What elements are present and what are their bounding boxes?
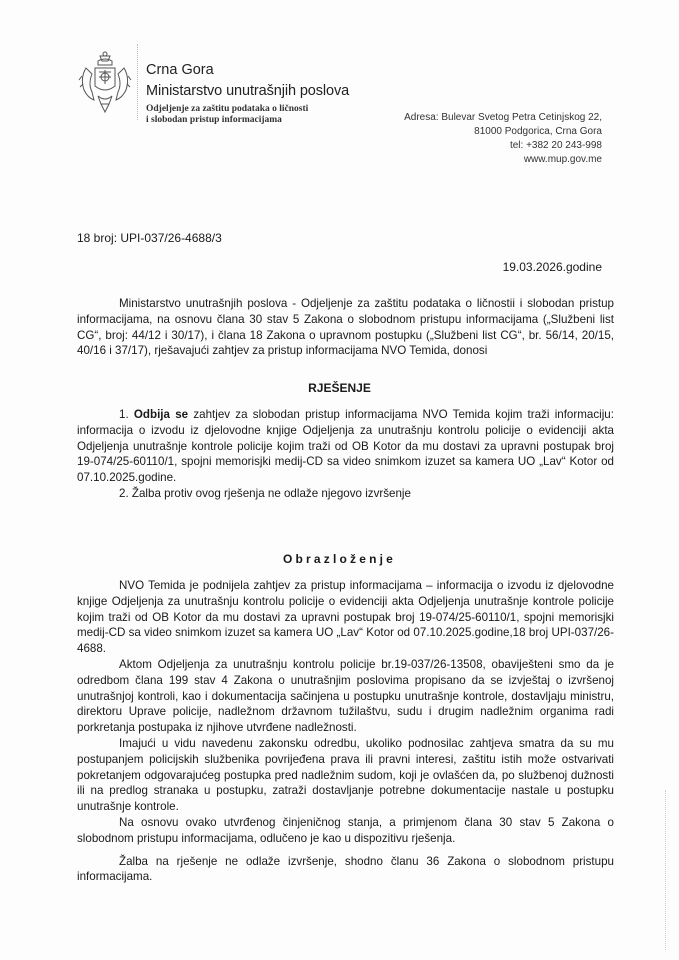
scan-artifact [665,790,666,950]
reasoning-paragraph-3: Imajući u vidu navedenu zakonsku odredbu, ukoliko podnosilac zahtjeva smatra da su mu postupanjem policijskih službenika povrijeđena prava ili pravni interesi, zaštitu istih može ostvarivati pokretanjem odgovarajućeg postupka pred nadležnim sudom, koji je ovlašćen da, po službenoj dužnosti ili na predlog stranaka u postupku, zatraži dostavljanje potrebne dokumentacije nastale u postupku unutrašnje kontrole. [77,736,614,814]
reasoning-paragraph-4: Na osnovu ovako utvrđenog činjeničnog stanja, a primjenom člana 30 stav 5 Zakona o slobodnom pristupu informacijama, odlučeno je kao u dispozitivu rješenja. [77,815,614,845]
reasoning-title: Obrazloženje [282,552,397,566]
reasoning-paragraph-5: Žalba na rješenje ne odlaže izvršenje, shodno članu 36 Zakona o slobodnom pristupu informacijama. [77,854,614,884]
decision-item-1-bold: Odbija se [133,408,189,421]
decision-title: RJEŠENJE [308,381,371,395]
reasoning-paragraph-2: Aktom Odjeljenja za unutrašnju kontrolu policije br.19-037/26-13508, obaviješteni smo da je odredbom člana 199 stav 4 Zakona o unutrašnjim poslovima propisano da se izvještaj o izvršenoj unutrašnjoj kontroli, kao i dokumentacija sačinjena u postupku unutrašnje kontrole, dostavljaju ministru, direktoru Uprave policije, nadležnom državnom tužilaštvu, sudu i drugim nadležnim organima radi porkretanja postupaka iz njihove utvrđene nadležnosti. [77,657,614,735]
coat-of-arms-icon [78,50,132,116]
preamble: Ministarstvo unutrašnjih poslova - Odjeljenje za zaštitu podataka o ličnostii i slobodan pristup informacijama, na osnovu člana 30 stav 5 Zakona o slobodnom pristupu informacijama („Službeni list CG“, broj: 44/12 i 30/17), i člana 18 Zakona o upravnom postupku („Službeni list CG“, br. 56/14, 20/15, 40/16 i 37/17), rješavajući zahtjev za pristup informacijama NVO Temida, donosi [77,297,614,358]
decision-items [77,407,614,502]
decision-item-1-number: 1. [119,408,129,421]
header-ministry: Ministarstvo unutrašnjih poslova [146,83,350,99]
address-phone: tel: +382 20 243-998 [509,140,602,151]
header-divider [137,44,138,120]
reasoning-body [77,578,614,885]
address-city: 81000 Podgorica, Crna Gora [474,126,602,137]
address-street: Adresa: Bulevar Svetog Petra Cetinjskog 22, [404,112,602,123]
address-website: www.mup.gov.me [523,154,602,165]
header-department [146,104,308,126]
reasoning-paragraph-1: NVO Temida je podnijela zahtjev za pristup informacijama – informacija o izvodu iz djelovodne knjige Odjeljenja za unutrašnju kontrolu policije o evidenciji akta Odjeljenja unutrašnje kontrole policije kojim traži od OB Kotor da mu dostavi za upravni postupak broj 19-074/25-60110/1, spojni memorisjki medij-CD sa video snimkom izuzet sa kamera UO „Lav“ Kotor od 07.10.2025.godine,18 broj UPI-037/26-4688. [77,579,614,656]
document-date: 19.03.2026.godine [502,260,602,274]
header-department-line2: i slobodan pristup informacijama [146,115,282,125]
header-department-line1: Odjeljenje za zaštitu podataka o ličnosti [146,104,309,114]
address-block [404,111,602,167]
decision-item-2: 2. Žalba protiv ovog rješenja ne odlaže njegovo izvršenje [119,486,411,500]
decision-item-1 [77,407,614,486]
decision-item-1-text: zahtjev za slobodan pristup informacijama NVO Temida kojim traži informaciju: informacija o izvodu iz djelovodne knjige Odjeljenja za unutrašnju kontrolu policije o evidenciji akta Odjeljenja unutrašnje kontrole policije kojim traži od OB Kotor da mu dostavi za upravni postupak broj 19-074/25-60110/1, spojni memorisjki medij-CD sa video snimkom izuzet sa kamera UO „Lav“ Kotor od 07.10.2025.godine. [77,408,614,485]
header-country: Crna Gora [146,62,214,78]
reference-number: 18 broj: UPI-037/26-4688/3 [77,231,222,245]
